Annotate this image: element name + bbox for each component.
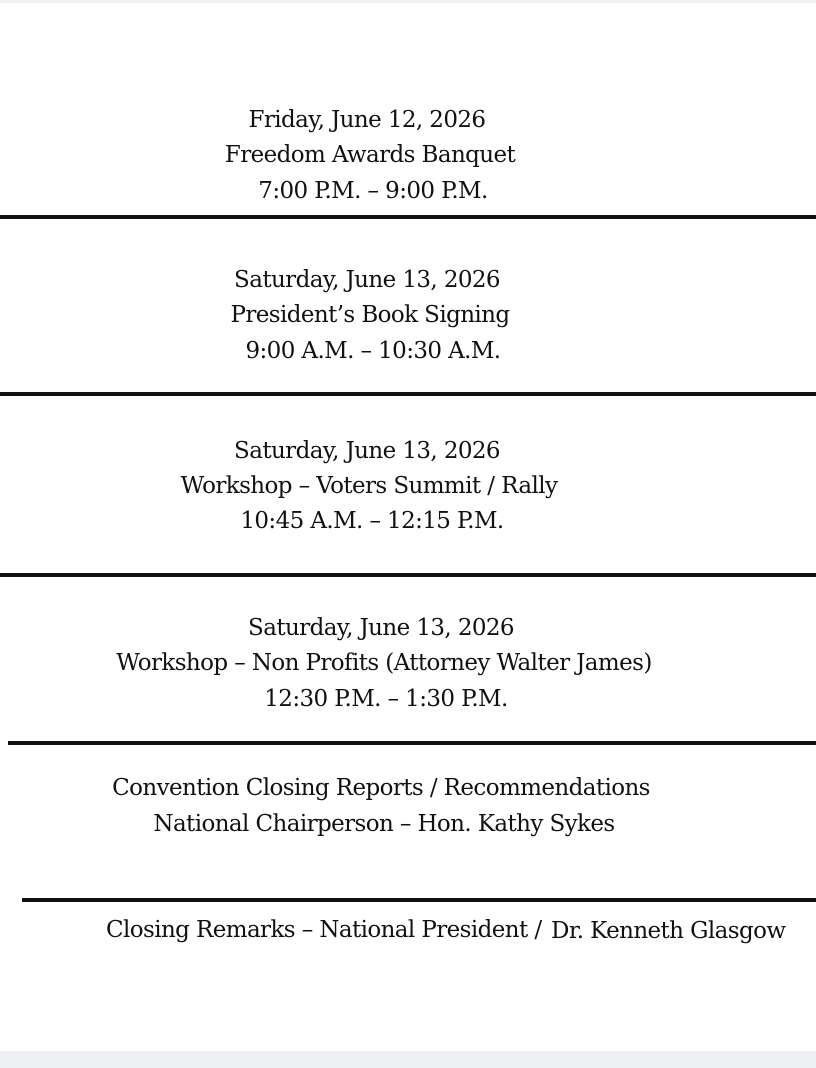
section-divider <box>8 741 816 745</box>
event-time: 7:00 P.M. – 9:00 P.M. <box>258 178 488 204</box>
event-time: 10:45 A.M. – 12:15 P.M. <box>240 508 504 534</box>
closing-reports-title: Convention Closing Reports / Recommendations <box>112 775 650 801</box>
event-date: Saturday, June 13, 2026 <box>248 615 514 641</box>
event-date: Saturday, June 13, 2026 <box>234 438 500 464</box>
schedule-page <box>0 3 816 1051</box>
event-time: 9:00 A.M. – 10:30 A.M. <box>245 338 501 364</box>
closing-remarks-title: Closing Remarks – National President / <box>106 917 542 943</box>
section-divider <box>0 392 816 396</box>
section-divider <box>22 898 816 902</box>
section-divider <box>0 573 816 577</box>
event-date: Saturday, June 13, 2026 <box>234 267 500 293</box>
event-title: Freedom Awards Banquet <box>224 142 516 168</box>
event-time: 12:30 P.M. – 1:30 P.M. <box>264 686 508 712</box>
event-title: President’s Book Signing <box>230 302 510 328</box>
event-title: Workshop – Non Profits (Attorney Walter James) <box>116 650 652 676</box>
section-divider <box>0 215 816 219</box>
event-title: Workshop – Voters Summit / Rally <box>180 473 558 499</box>
event-date: Friday, June 12, 2026 <box>248 107 486 133</box>
closing-reports-presenter: National Chairperson – Hon. Kathy Sykes <box>153 811 615 837</box>
closing-remarks-speaker: Dr. Kenneth Glasgow <box>551 918 786 944</box>
